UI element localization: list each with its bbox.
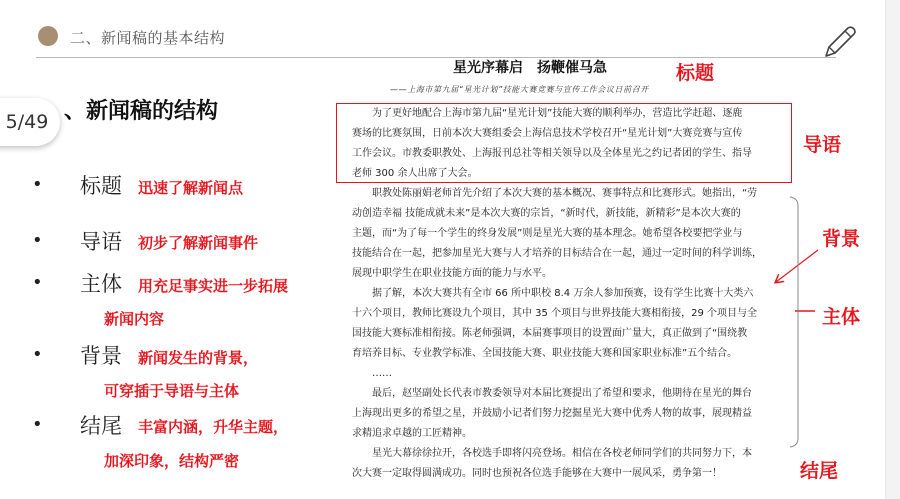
bullet: • <box>32 230 43 251</box>
bullet: • <box>32 414 43 435</box>
bullet: • <box>32 174 43 195</box>
bullet: • <box>32 344 43 365</box>
desc-ending-2: 加深印象，结构严密 <box>104 452 240 470</box>
section-title: 、新闻稿的结构 <box>64 99 219 124</box>
annotation-body: 主体 <box>822 306 861 328</box>
header-title: 二、新闻稿的基本结构 <box>70 29 226 47</box>
annotation-lead: 导语 <box>803 134 842 156</box>
desc-title: 迅速了解新闻点 <box>138 179 244 197</box>
annotation-title: 标题 <box>676 62 715 84</box>
term-body: 主体 <box>80 272 122 296</box>
term-title: 标题 <box>80 174 122 198</box>
bullet: • <box>32 272 43 293</box>
doc-body-paragraph: 据了解，本次大赛共有全市 66 所中职校 8.4 万余人参加预赛，设有学生比赛十大类六 十六个项目，教师比赛设九个项目，其中 35 个项目与世界技能大赛相衔接，29 个项目与全 国技能大赛标准相衔接。陈老师强调，本届赛事项目的设置面广量大，真正做到了“围绕教 育培养目标、专业教学标准、全国技能大赛、职业技能大赛和国家职业标准”五个结合。 …… 最后，赵坚副处长代表市教委领导对本届比赛提出了希望和要求，他期待在星光的舞台 上海现出更多的希望之星，并鼓励小记者们努力挖掘星光大赛中优秀人物的故事，展现精益 求精追求卓越的工匠精神。 <box>352 288 757 439</box>
term-background: 背景 <box>80 344 122 368</box>
annotation-ending: 结尾 <box>800 460 839 482</box>
desc-body-1: 用充足事实进一步拓展 <box>138 277 289 295</box>
desc-ending-1: 丰富内涵，升华主题， <box>138 418 289 436</box>
doc-background-paragraph: 职教处陈丽娟老师首先介绍了本次大赛的基本概况、赛事特点和比赛形式。她指出，“劳 动创造幸福 技能成就未来”是本次大赛的宗旨，“新时代，新技能，新精彩”是本次大赛的 主题，而“为了每一个学生的终身发展”则是星光大赛的基本理念。她希望各校要把学业与 技能结合在一起，把参加星光大赛与人才培养的目标结合在一起，通过一定时间的科学训练， 展现中职学生在职业技能方面的能力与水平。 <box>352 188 762 279</box>
desc-body-2: 新闻内容 <box>104 310 165 328</box>
doc-ending-paragraph: 星光大幕徐徐拉开，各校选手即将闪亮登场。相信在各校老师同学们的共同努力下，本 次大赛一定取得圆满成功。同时也预祝各位选手能够在大赛中一展风采，勇争第一！ <box>352 448 752 479</box>
annotation-background: 背景 <box>822 228 861 250</box>
doc-subtitle: ——上海市第九届“星光计划”技能大赛竞赛与宣传工作会议日前召开 <box>390 85 649 94</box>
doc-lead-paragraph: 为了更好地配合上海市第九届“星光计划”技能大赛的顺利举办，营造比学赶超、逐鹿 赛场的比赛氛围，日前本次大赛组委会上海信息技术学校召开“星光计划”大赛竞赛与宣传 工作会议。市教委职教处、上海报刊总社等相关领导以及全体星光之约记者团的学生、指导 老师 300 余人出席了大会。 <box>352 108 752 179</box>
term-lead: 导语 <box>80 230 122 254</box>
scrollbar-strip[interactable] <box>885 0 900 499</box>
pencil-icon[interactable] <box>818 22 860 64</box>
doc-title: 星光序幕启 扬鞭催马急 <box>453 60 607 76</box>
term-ending: 结尾 <box>80 414 122 438</box>
desc-background-2: 可穿插于导语与主体 <box>104 382 240 400</box>
desc-lead: 初步了解新闻事件 <box>138 234 259 252</box>
desc-background-1: 新闻发生的背景， <box>138 349 259 367</box>
header-dot <box>38 26 58 46</box>
lead-highlight-box <box>336 103 792 183</box>
page-counter[interactable]: 5/49 <box>0 98 60 146</box>
